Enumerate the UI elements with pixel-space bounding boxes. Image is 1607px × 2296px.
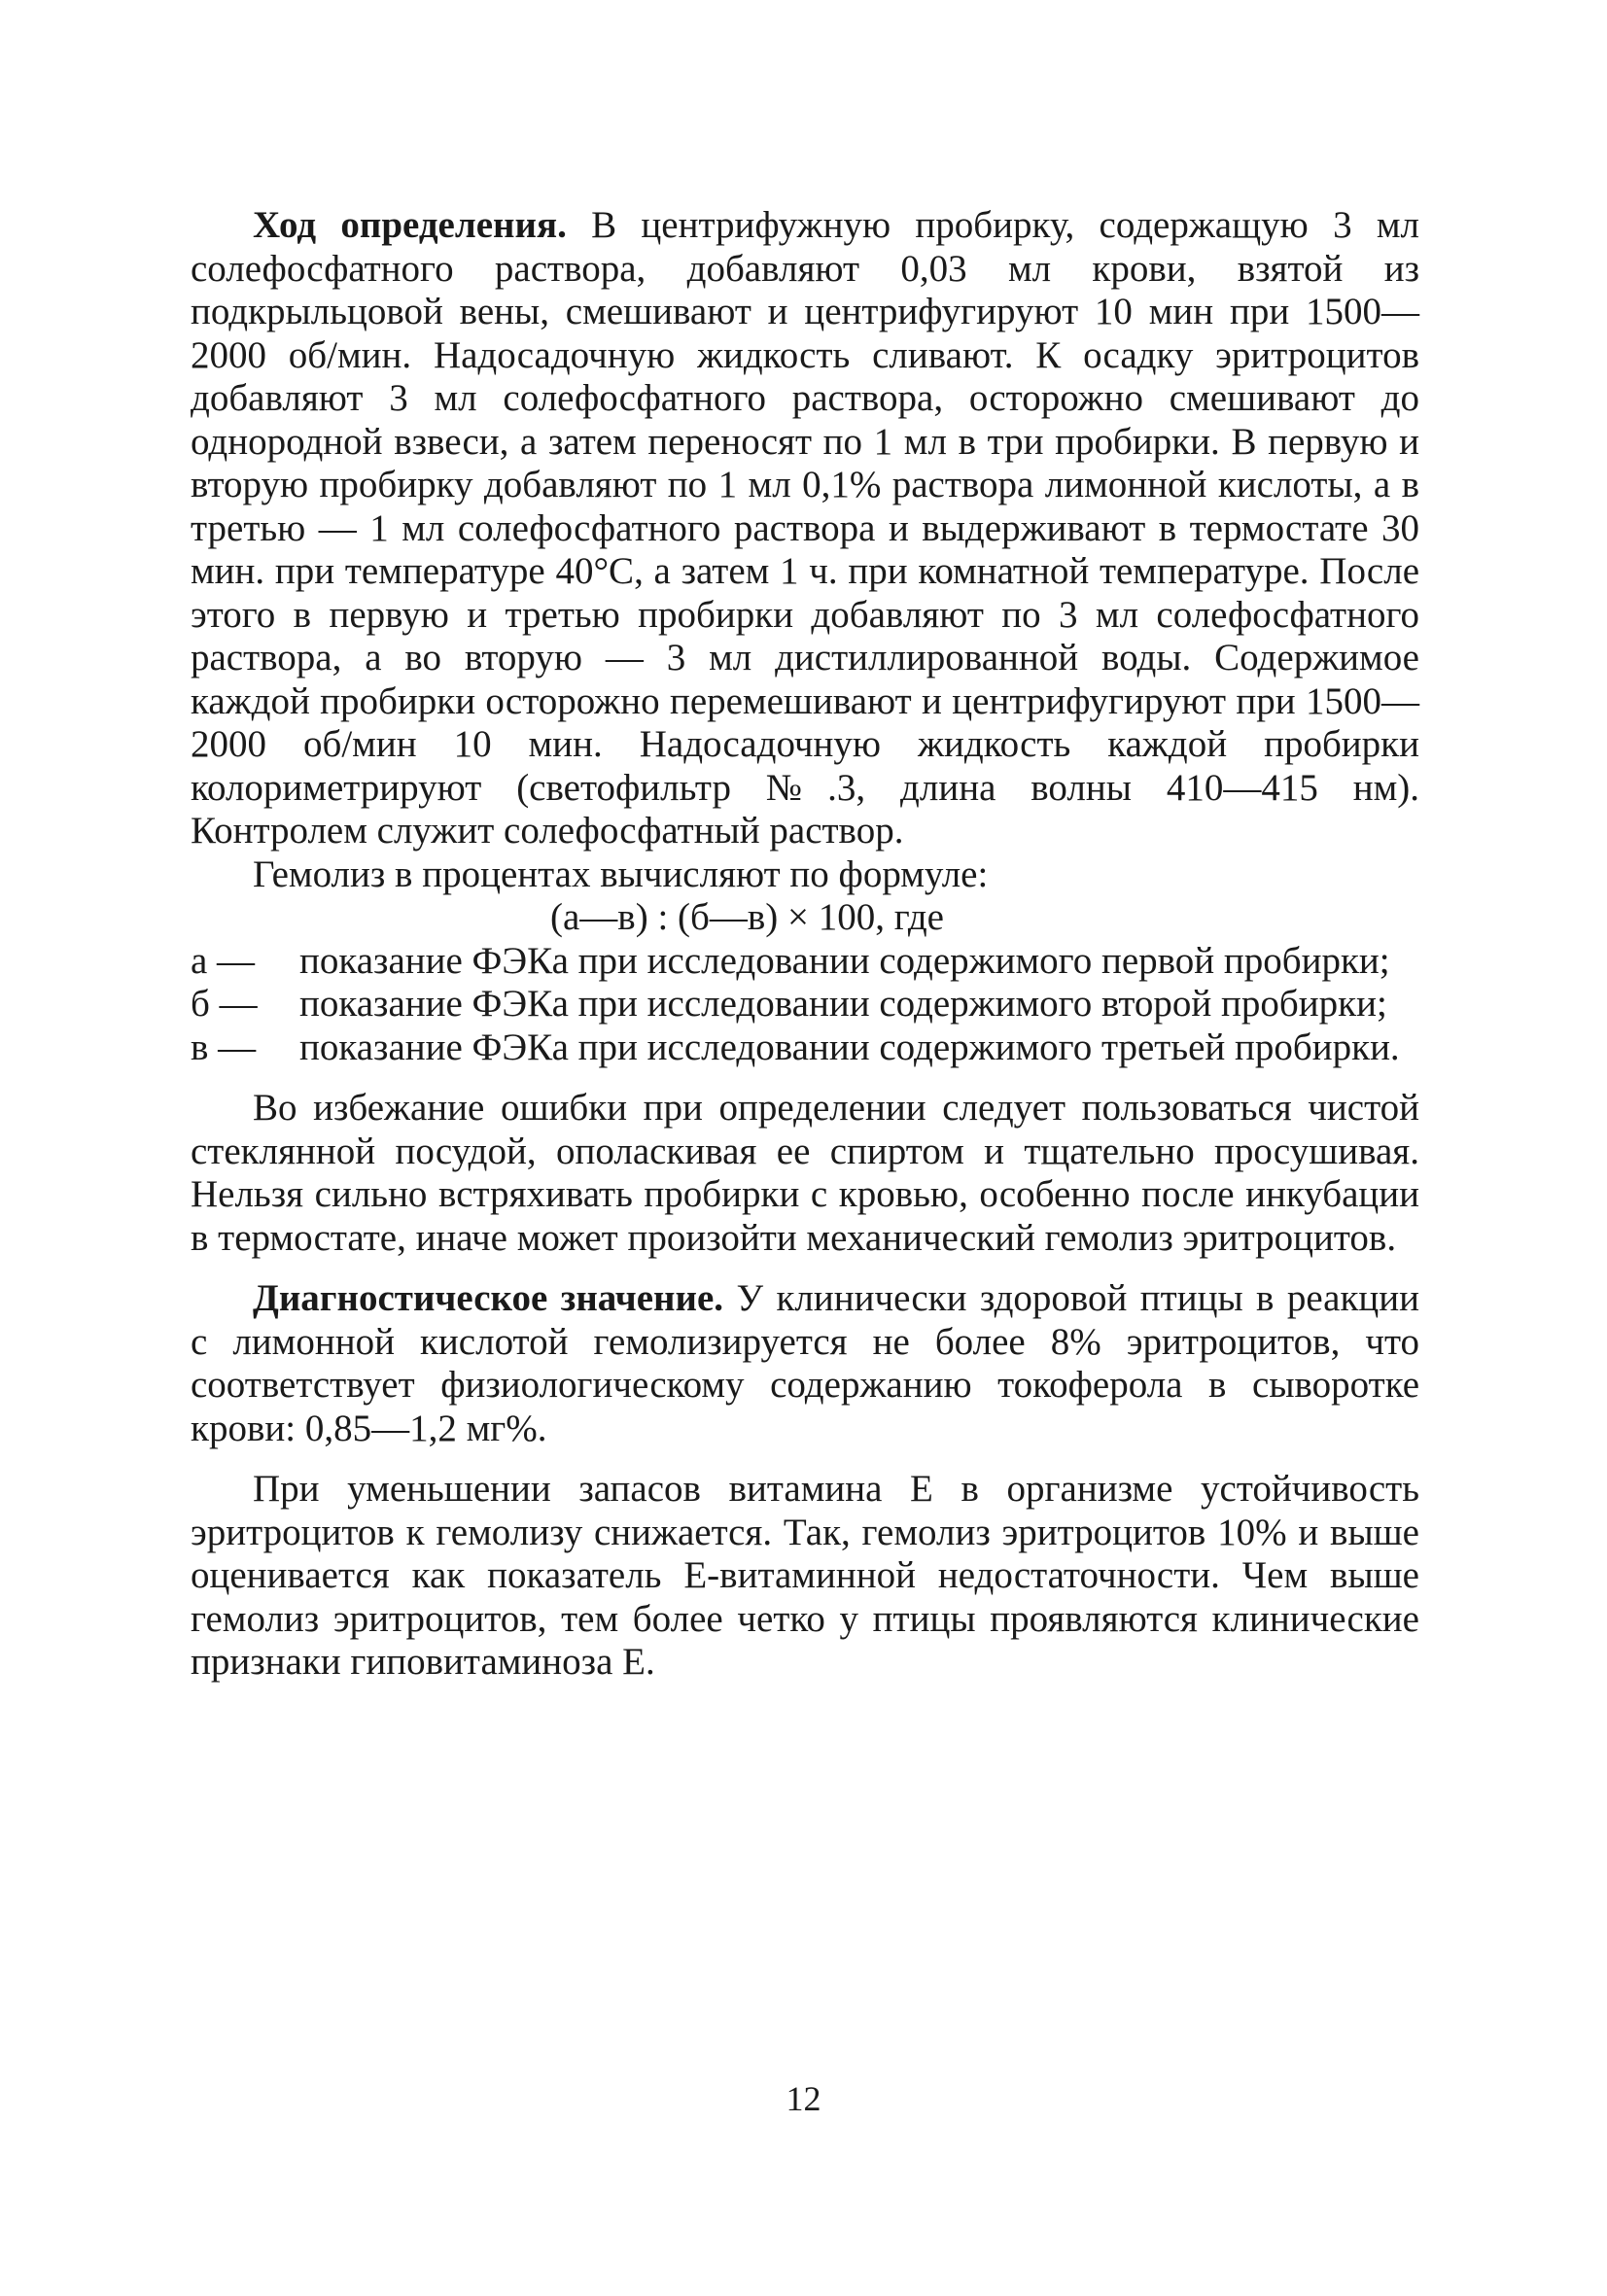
definition-term: б — <box>191 983 258 1025</box>
page-body <box>191 204 1419 1685</box>
deficiency-paragraph: При уменьшении запасов витамина Е в организме устойчивость эритроцитов к гемолизу снижается. Так, гемолиз эритроцитов 10% и выше оценивается как показатель Е-витаминной недостаточности. Чем выше гемолиз эритроцитов, тем более четко у птицы проявляются клинические признаки гиповитаминоза Е. <box>191 1468 1419 1683</box>
definition-item-b <box>191 983 1419 1026</box>
definition-item-a <box>191 940 1419 984</box>
definition-term: в — <box>191 1026 257 1068</box>
page-number: 12 <box>786 2079 821 2118</box>
definition-item-v <box>191 1026 1419 1070</box>
diagnostic-heading: Диагностическое значение. <box>253 1277 724 1319</box>
formula-intro: Гемолиз в процентах вычисляют по формуле: <box>253 852 989 895</box>
definition-text: показание ФЭКа при исследовании содержимого третьей пробирки. <box>299 1026 1400 1068</box>
method-paragraph <box>191 204 1419 853</box>
definition-text: показание ФЭКа при исследовании содержимого второй пробирки; <box>299 983 1387 1025</box>
formula-definitions <box>191 940 1419 1070</box>
method-text: В центрифужную пробирку, содержащую 3 мл солефосфатного раствора, добавляют 0,03 мл крови, взятой из подкрыльцовой вены, смешивают и центрифугируют 10 мин при 1500—2000 об/мин. Надосадочную жидкость сливают. К осадку эритроцитов добавляют 3 мл солефосфатного раствора, осторожно смешивают до однородной взвеси, а затем переносят по 1 мл в три пробирки. В первую и вторую пробирку добавляют по 1 мл 0,1% раствора лимонной кислоты, а в третью — 1 мл солефосфатного раствора и выдерживают в термостате 30 мин. при температуре 40°С, а затем 1 ч. при комнатной температуре. После этого в первую и третью пробирки добавляют по 3 мл солефосфатного раствора, а во вторую — 3 мл дистиллированной воды. Содержимое каждой пробирки осторожно перемешивают и центрифугируют при 1500—2000 об/мин 10 мин. Надосадочную жидкость каждой пробирки колориметрируют (светофильтр №.3, длина волны 410—415 нм). Контролем служит солефосфатный раствор. <box>191 204 1419 852</box>
definition-text: показание ФЭКа при исследовании содержимого первой пробирки; <box>299 939 1390 982</box>
diagnostic-text: У клинически здоровой птицы в реакции с лимонной кислотой гемолизируется не более 8% эритроцитов, что соответствует физиологическому содержанию токоферола в сыворотке крови: 0,85—1,2 мг%. <box>191 1277 1420 1449</box>
formula-expression: (а—в) : (б—в) × 100, где <box>550 896 944 938</box>
definition-term: а — <box>191 939 256 982</box>
caution-paragraph: Во избежание ошибки при определении следует пользоваться чистой стеклянной посудой, ополаскивая ее спиртом и тщательно просушивая. Нельзя сильно встряхивать пробирки с кровью, особенно после инкубации в термостате, иначе может произойти механический гемолиз эритроцитов. <box>191 1087 1419 1259</box>
diagnostic-paragraph <box>191 1277 1419 1450</box>
method-heading: Ход определения. <box>253 204 567 246</box>
